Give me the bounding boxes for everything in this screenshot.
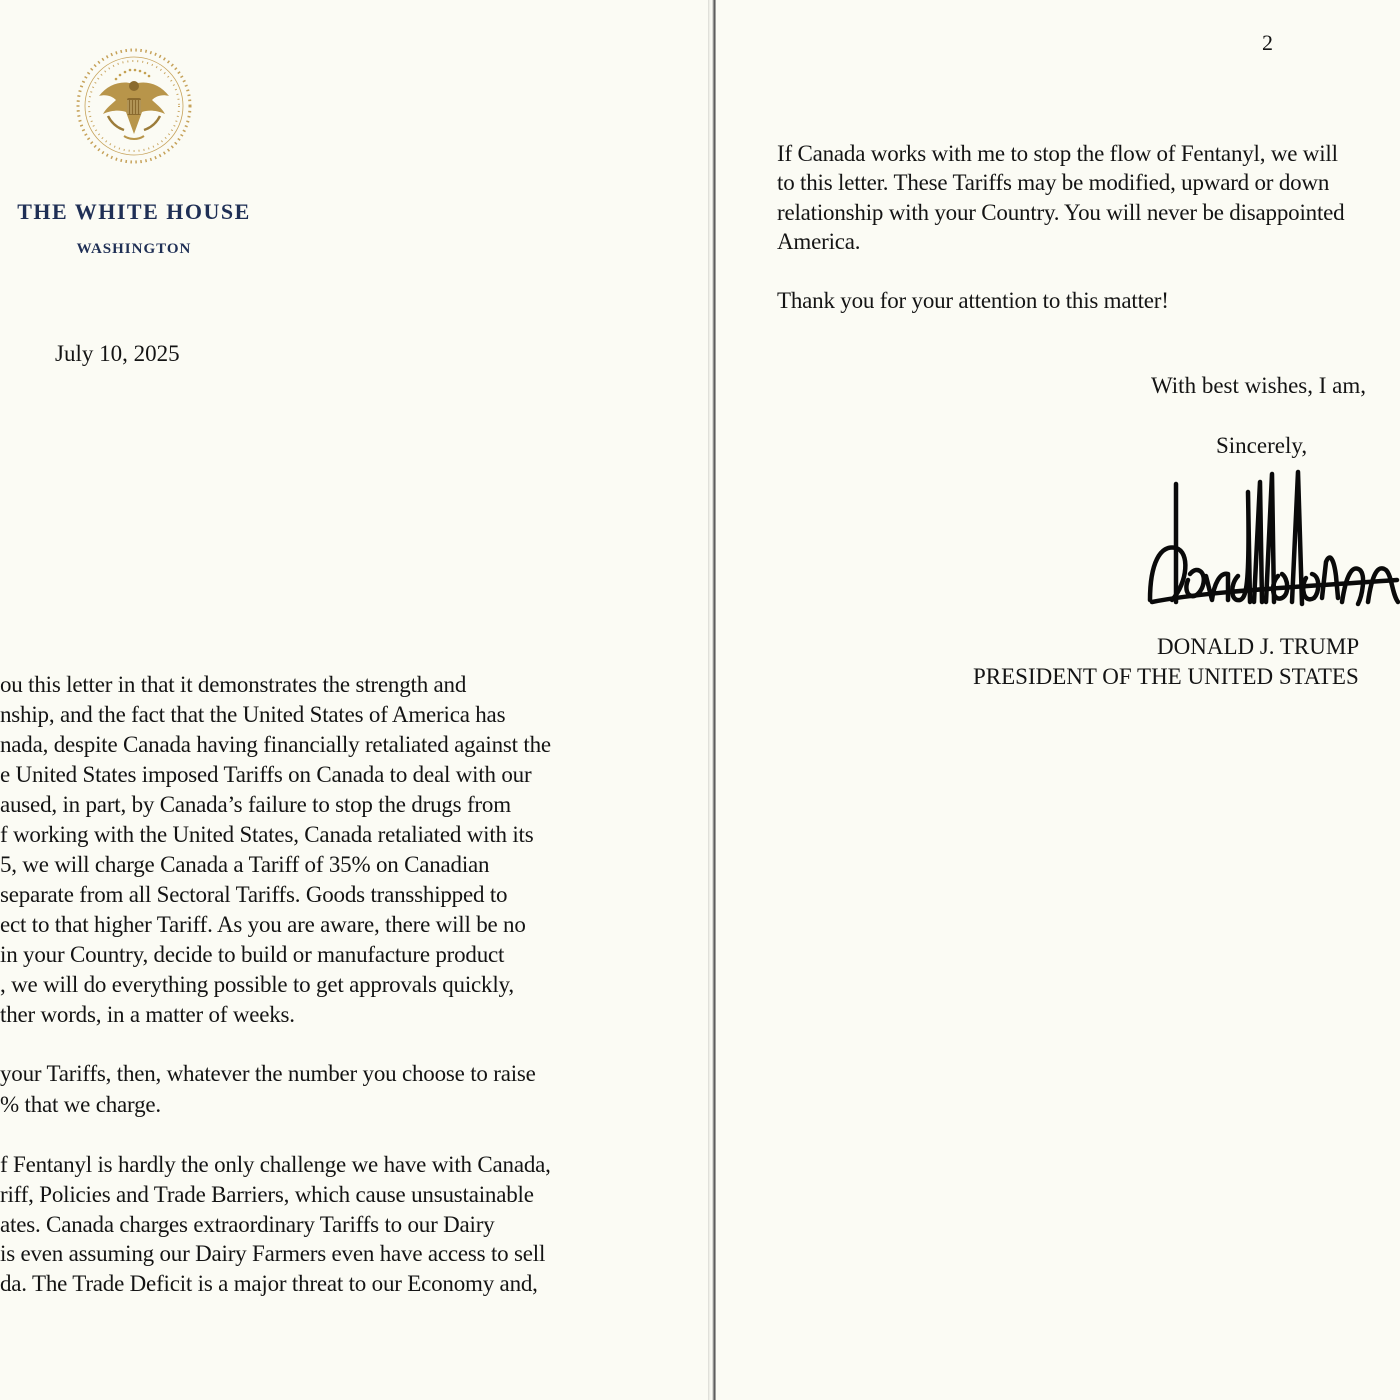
body-line: nship, and the fact that the United States of America has <box>0 702 506 727</box>
letterhead-title: THE WHITE HOUSE <box>17 199 251 224</box>
body-line: , we will do everything possible to get approvals quickly, <box>0 972 514 997</box>
body-line: 5, we will charge Canada a Tariff of 35% on Canadian <box>0 852 490 877</box>
body-line: ou this letter in that it demonstrates the strength and <box>0 672 467 697</box>
body-line: ect to that higher Tariff. As you are aware, there will be no <box>0 912 526 937</box>
valediction: Sincerely, <box>1216 433 1308 458</box>
letter-date: July 10, 2025 <box>55 341 180 366</box>
page-divider <box>708 0 716 1400</box>
body-line: in your Country, decide to build or manufacture product <box>0 942 505 967</box>
body-line: is even assuming our Dairy Farmers even have access to sell <box>0 1241 546 1266</box>
body-line: to this letter. These Tariffs may be modified, upward or down <box>777 170 1330 195</box>
signer-name: DONALD J. TRUMP <box>1157 634 1360 659</box>
page-number: 2 <box>1262 30 1273 55</box>
body-line: ates. Canada charges extraordinary Tariffs to our Dairy <box>0 1212 495 1237</box>
closing-line: With best wishes, I am, <box>1151 373 1366 398</box>
body-line: separate from all Sectoral Tariffs. Goods transshipped to <box>0 882 508 907</box>
letter-page-2 <box>716 0 1400 1400</box>
body-line: da. The Trade Deficit is a major threat to our Economy and, <box>0 1271 538 1296</box>
body-line: ther words, in a matter of weeks. <box>0 1002 295 1027</box>
body-line: Thank you for your attention to this matter! <box>777 288 1169 313</box>
body-line: riff, Policies and Trade Barriers, which cause unsustainable <box>0 1182 534 1207</box>
body-line: your Tariffs, then, whatever the number you choose to raise <box>0 1061 536 1086</box>
signer-title: PRESIDENT OF THE UNITED STATES <box>973 664 1359 689</box>
body-line: relationship with your Country. You will never be disappointed <box>777 200 1345 225</box>
signature <box>1142 452 1400 624</box>
body-line: America. <box>777 229 861 254</box>
body-line: aused, in part, by Canada’s failure to stop the drugs from <box>0 792 511 817</box>
letterhead-city: WASHINGTON <box>76 241 192 257</box>
body-line: If Canada works with me to stop the flow of Fentanyl, we will <box>777 141 1338 166</box>
body-line: % that we charge. <box>0 1092 161 1117</box>
body-line: e United States imposed Tariffs on Canada to deal with our <box>0 762 532 787</box>
body-line: f working with the United States, Canada retaliated with its <box>0 822 534 847</box>
presidential-seal-icon <box>72 46 196 166</box>
body-line: f Fentanyl is hardly the only challenge we have with Canada, <box>0 1152 551 1177</box>
body-line: nada, despite Canada having financially retaliated against the <box>0 732 551 757</box>
